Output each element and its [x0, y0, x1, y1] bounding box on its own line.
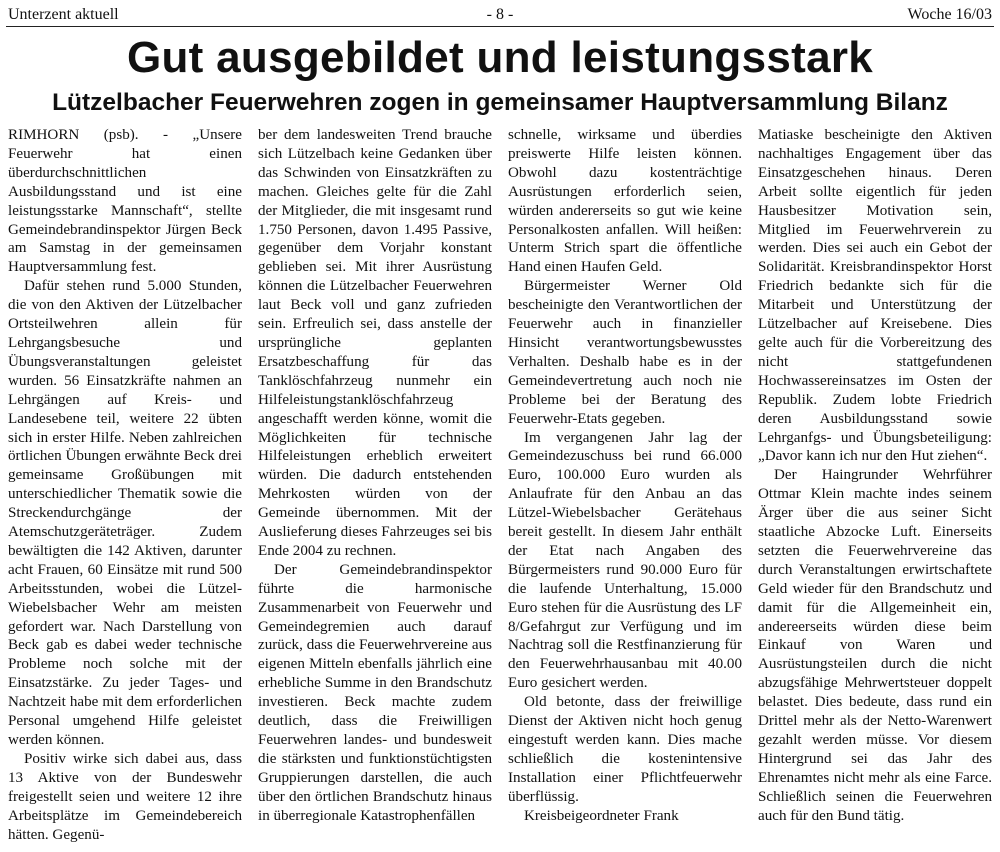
article-subheadline: Lützelbacher Feuerwehren zogen in gemeinsamer Hauptversammlung Bilanz [52, 89, 948, 116]
page-header [6, 4, 994, 27]
article-column-2 [258, 126, 492, 848]
paragraph: ber dem landesweiten Trend brauche sich Lützelbach keine Gedanken über das Schwinden von Einsatzkräften zu machen. Gleiches gelte für die Zahl der Mitglieder, die mit insgesamt rund 1.750 Personen, davon 1.495 Passive, gegenüber dem Vorjahr konstant geblieben sei. Mit ihrer Ausrüstung können die Lützelbacher Feuerwehren laut Beck voll und ganz zufrieden sein. Erfreulich sei, dass anstelle der ursprüngliche geplanten Ersatzbeschaffung für das Tanklöschfahrzeug nunmehr ein Hilfeleistungstanklöschfahrzeug angeschafft werden könne, womit die Möglichkeiten für technische Hilfeleistungen erheblich erweitert würden. Die dadurch entstehenden Mehrkosten würden von der Gemeinde übernommen. Mit der Auslieferung dieses Fahrzeuges sei bis Ende 2004 zu rechnen. [258, 127, 492, 559]
article-column-3 [508, 126, 742, 848]
issue-week: Woche 16/03 [907, 6, 992, 23]
paragraph: Old betonte, dass der freiwillige Dienst der Aktiven nicht hoch genug eingestuft werden kann. Dies mache schließlich die kostenintensive Installation einer Pflichtfeuerwehr überflüssig. [508, 694, 742, 805]
paragraph: Bürgermeister Werner Old bescheinigte den Verantwortlichen der Feuerwehr auch in finanzieller Hinsicht verantwortungsbewusstes Verhalten. Deshalb habe es in der Gemeindevertretung auch noch nie Probleme bei der Beratung des Feuerwehr-Etats gegeben. [508, 278, 742, 427]
article-column-4 [758, 126, 992, 848]
paragraph: Der Gemeindebrandinspektor führte die harmonische Zusammenarbeit von Feuerwehr und Gemeindegremien auch darauf zurück, dass die Feuerwehrvereine aus eigenen Mitteln ebenfalls jährlich eine erhebliche Summe in den Brandschutz investieren. Beck machte zudem deutlich, dass die Freiwilligen Feuerwehren landes- und bundesweit die stärksten und funktionstüchtigsten Gruppierungen darstellen, die auch über den örtlichen Brandschutz hinaus in überregionale Katastrophenfällen [258, 561, 492, 824]
paragraph: Kreisbeigeordneter Frank [524, 807, 679, 824]
article-column-1 [8, 126, 242, 848]
paragraph: Im vergangenen Jahr lag der Gemeindezuschuss bei rund 66.000 Euro, 100.000 Euro wurden als Anlaufrate für den Anbau an das Lützel-Wiebelsbacher Gerätehaus bereit gestellt. In diesem Jahr enthält der Etat nach Angaben des Bürgermeisters rund 90.000 Euro für die laufende Unterhaltung, 15.000 Euro stehen für die Ausrüstung des LF 8/Gefahrgut zur Verfügung und im Nachtrag soll die Restfinanzierung für den Feuerwehrhausanbau mit 40.00 Euro gesichert werden. [508, 429, 742, 692]
paragraph: Positiv wirke sich dabei aus, dass 13 Aktive von der Bundeswehr freigestellt seien und weitere 12 ihre Arbeitsplätze im Gemeindebereich hätten. Gegenü- [8, 750, 242, 843]
article-body [8, 126, 992, 848]
paragraph: Matiaske bescheinigte den Aktiven nachhaltiges Engagement über das Einsatzgeschehen hinaus. Deren Arbeit sollte eigentlich für jeden Hausbesitzer Motivation sein, Mitglied im Feuerwehrverein zu werden. Dies sei auch ein Gebot der Solidarität. Kreisbrandinspektor Horst Friedrich bedankte sich für die Mitarbeit und Unterstützung der Lützelbacher auf Kreisebene. Dies gelte auch für die Vorbereitzung des nicht stattgefundenen Hochwassereinsatzes im Osten der Republik. Zudem lobte Friedrich deren Ausbildungsstand sowie Lehrganfgs- und Übungsbeteiligung: „Davor kann ich nur den Hut ziehen“. [758, 127, 992, 465]
paragraph: Dafür stehen rund 5.000 Stunden, die von den Aktiven der Lützelbacher Ortsteilwehren allein für Lehrgangsbesuche und Übungsveranstaltungen geleistet wurden. 56 Einsatzkräfte nahmen an Lehrgängen auf Kreis- und Landesebene teil, weitere 22 übten sich in erster Hilfe. Neben zahlreichen örtlichen Übungen erwähnte Beck drei gemeinsame Großübungen mit unterschiedlicher Thematik sowie die Streckendurchgänge der Atemschutzgeräteträger. Zudem bewältigten die 142 Aktiven, darunter acht Frauen, 60 Einsätze mit rund 500 Arbeitsstunden, wobei die Lützel-Wiebelsbacher Wehr am meisten gefordert war. Nach Darstellung von Beck gab es dabei weder technische Probleme noch solche mit der Einsatzstärke. Zu jeder Tages- und Nachtzeit habe mit dem erforderlichen Personal umgehend Hilfe geleistet werden können. [8, 278, 242, 748]
publication-name: Unterzent aktuell [8, 6, 119, 23]
paragraph: RIMHORN (psb). - „Unsere Feuerwehr hat einen überdurchschnittlichen Ausbildungsstand und ist eine leistungsstarke Mannschaft“, stellte Gemeindebrandinspektor Jürgen Beck am Samstag in der gemeinsamen Hauptversammlung fest. [8, 127, 242, 276]
article-headline: Gut ausgebildet und leistungsstark [126, 33, 874, 82]
page-number: - 8 - [486, 6, 514, 23]
paragraph: Der Haingrunder Wehrführer Ottmar Klein machte indes seinem Ärger über die aus seiner Sicht staatliche Abzocke Luft. Einerseits setzten die Feuerwehrvereine das durch Veranstaltungen erwirtschaftete Geld wieder für den Brandschutz und damit für die Allgemeinheit ein, andereerseits würden diese beim Einkauf von Waren und Ausrüstungsteilen durch die nicht abzugsfähige Mehrwertsteuer doppelt belastet. Dies bedeute, dass rund ein Drittel mehr als der Netto-Warenwert gezahlt werden müsse. Vor diesem Hintergrund sei das Jahr des Ehrenamtes nicht mehr als eine Farce. Schließlich seinen die Feuerwehren auch für den Bund tätig. [758, 467, 992, 824]
paragraph: schnelle, wirksame und überdies preiswerte Hilfe leisten können. Obwohl dazu kostenträchtige Ausrüstungen erforderlich seien, würden andererseits so gut wie keine Personalkosten anfallen. Will heißen: Unterm Strich spart die öffentliche Hand einen Haufen Geld. [508, 127, 742, 276]
